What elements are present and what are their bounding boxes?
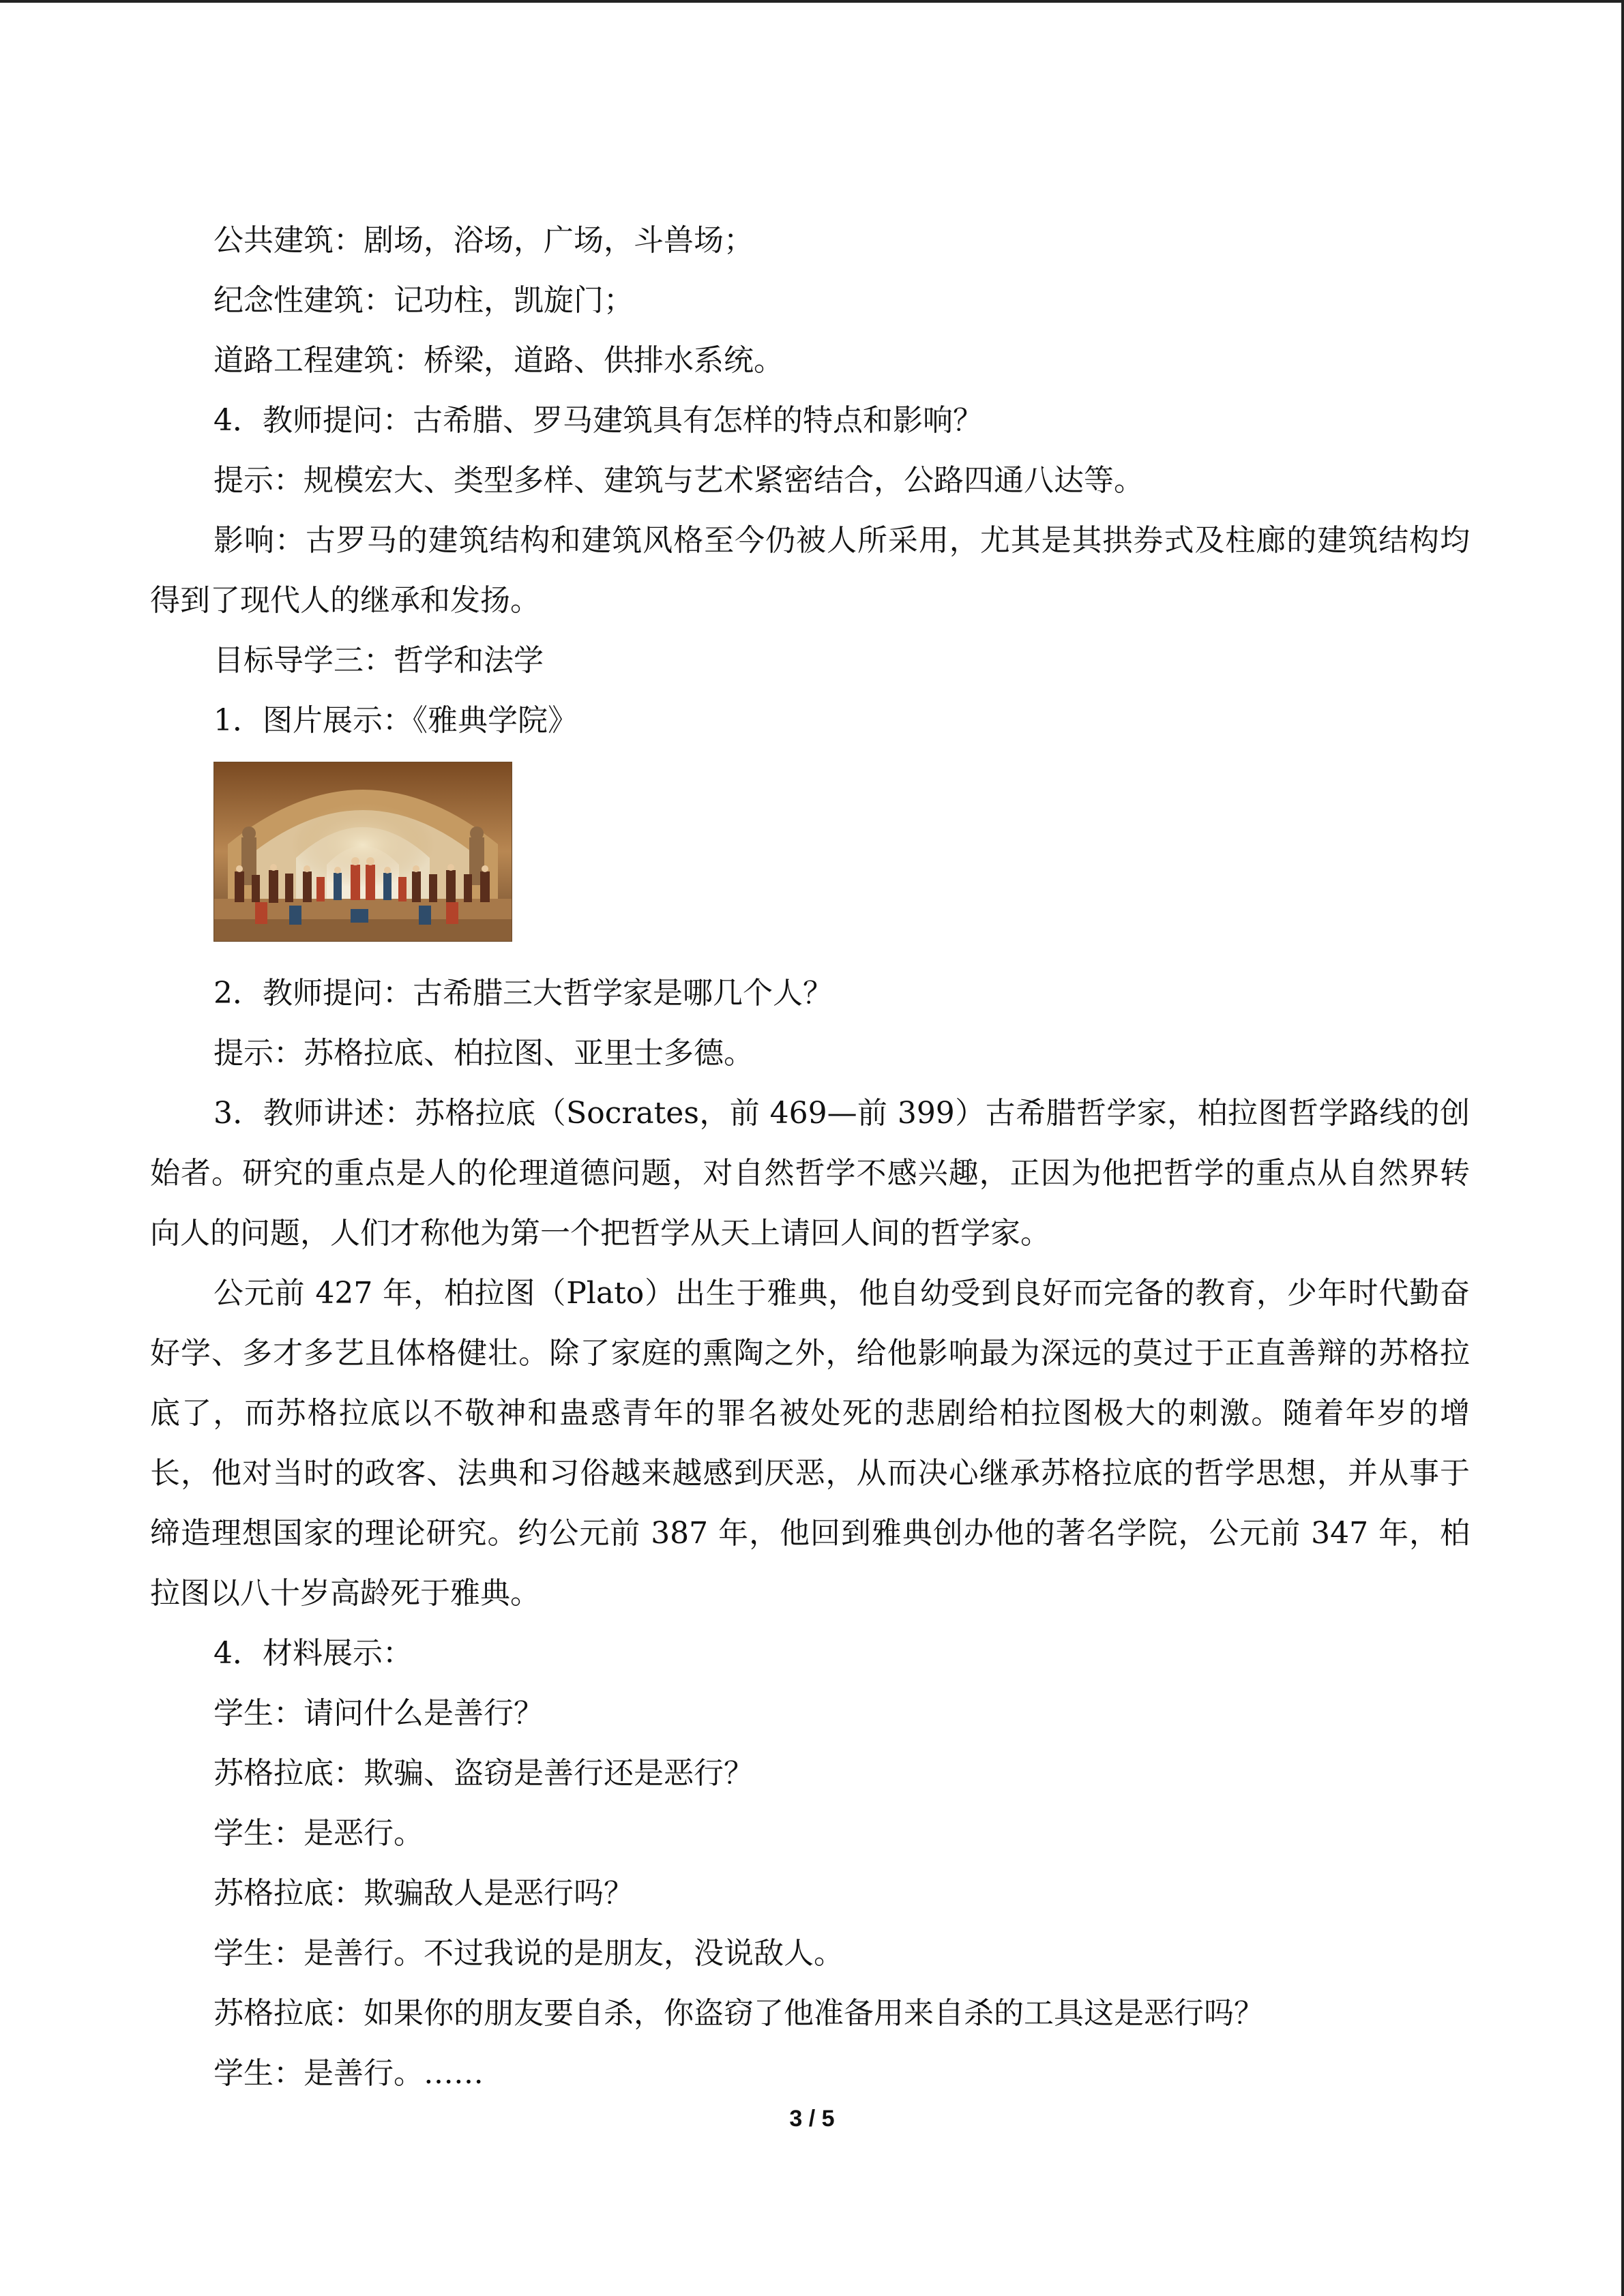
dialogue-line: 苏格拉底：欺骗、盗窃是善行还是恶行？ — [213, 1756, 754, 1791]
picture-caption: 1．图片展示：《雅典学院》 — [213, 703, 578, 738]
paragraph-hint-features: 提示：规模宏大、类型多样、建筑与艺术紧密结合，公路四通八达等。 — [213, 463, 1144, 498]
paragraph-road-engineering: 道路工程建筑：桥梁，道路、供排水系统。 — [213, 343, 784, 378]
paragraph-monumental-buildings: 纪念性建筑：记功柱，凯旋门； — [213, 283, 634, 318]
paragraph-hint-philosophers: 提示：苏格拉底、柏拉图、亚里士多德。 — [213, 1036, 754, 1071]
painting-illustration — [214, 762, 512, 941]
paragraph-teacher-question-2: 2．教师提问：古希腊三大哲学家是哪几个人？ — [213, 976, 833, 1011]
page-content — [150, 211, 1470, 2104]
dialogue-line: 学生：是善行。不过我说的是朋友，没说敌人。 — [213, 1936, 844, 1971]
paragraph-public-buildings: 公共建筑：剧场，浴场，广场，斗兽场； — [213, 223, 754, 258]
school-of-athens-image — [213, 762, 512, 942]
paragraph-material-heading: 4．材料展示： — [213, 1636, 413, 1671]
dialogue-line: 学生：是善行。…… — [213, 2056, 484, 2091]
paragraph-socrates: 3．教师讲述：苏格拉底（Socrates，前 469—前 399）古希腊哲学家，柏拉图哲学路线的创始者。研究的重点是人的伦理道德问题，对自然哲学不感兴趣，正因为他把哲学的重点从自然界转向人的问题，人们才称他为第一个把哲学从天上请回人间的哲学家。 — [150, 1096, 1470, 1251]
section-heading: 目标导学三：哲学和法学 — [213, 643, 544, 678]
dialogue-line: 学生：请问什么是善行？ — [213, 1696, 544, 1731]
paragraph-teacher-question-4: 4．教师提问：古希腊、罗马建筑具有怎样的特点和影响？ — [213, 403, 983, 438]
paragraph-plato: 公元前 427 年，柏拉图（Plato）出生于雅典，他自幼受到良好而完备的教育，少年时代勤奋好学、多才多艺且体格健壮。除了家庭的熏陶之外，给他影响最为深远的莫过于正直善辩的苏格拉底了，而苏格拉底以不敬神和蛊惑青年的罪名被处死的悲剧给柏拉图极大的刺激。随着年岁的增长，他对当时的政客、法典和习俗越来越感到厌恶，从而决心继承苏格拉底的哲学思想，并从事于缔造理想国家的理论研究。约公元前 387 年，他回到雅典创办他的著名学院，公元前 347 年，柏拉图以八十岁高龄死于雅典。 — [150, 1276, 1470, 1611]
page-number: 3 / 5 — [789, 2106, 835, 2132]
dialogue-line: 苏格拉底：欺骗敌人是恶行吗？ — [213, 1876, 634, 1911]
dialogue-line: 苏格拉底：如果你的朋友要自杀，你盗窃了他准备用来自杀的工具这是恶行吗？ — [213, 1996, 1264, 2031]
dialogue-line: 学生：是恶行。 — [213, 1816, 424, 1851]
paragraph-influence: 影响：古罗马的建筑结构和建筑风格至今仍被人所采用，尤其是其拱券式及柱廊的建筑结构均得到了现代人的继承和发扬。 — [150, 523, 1470, 618]
